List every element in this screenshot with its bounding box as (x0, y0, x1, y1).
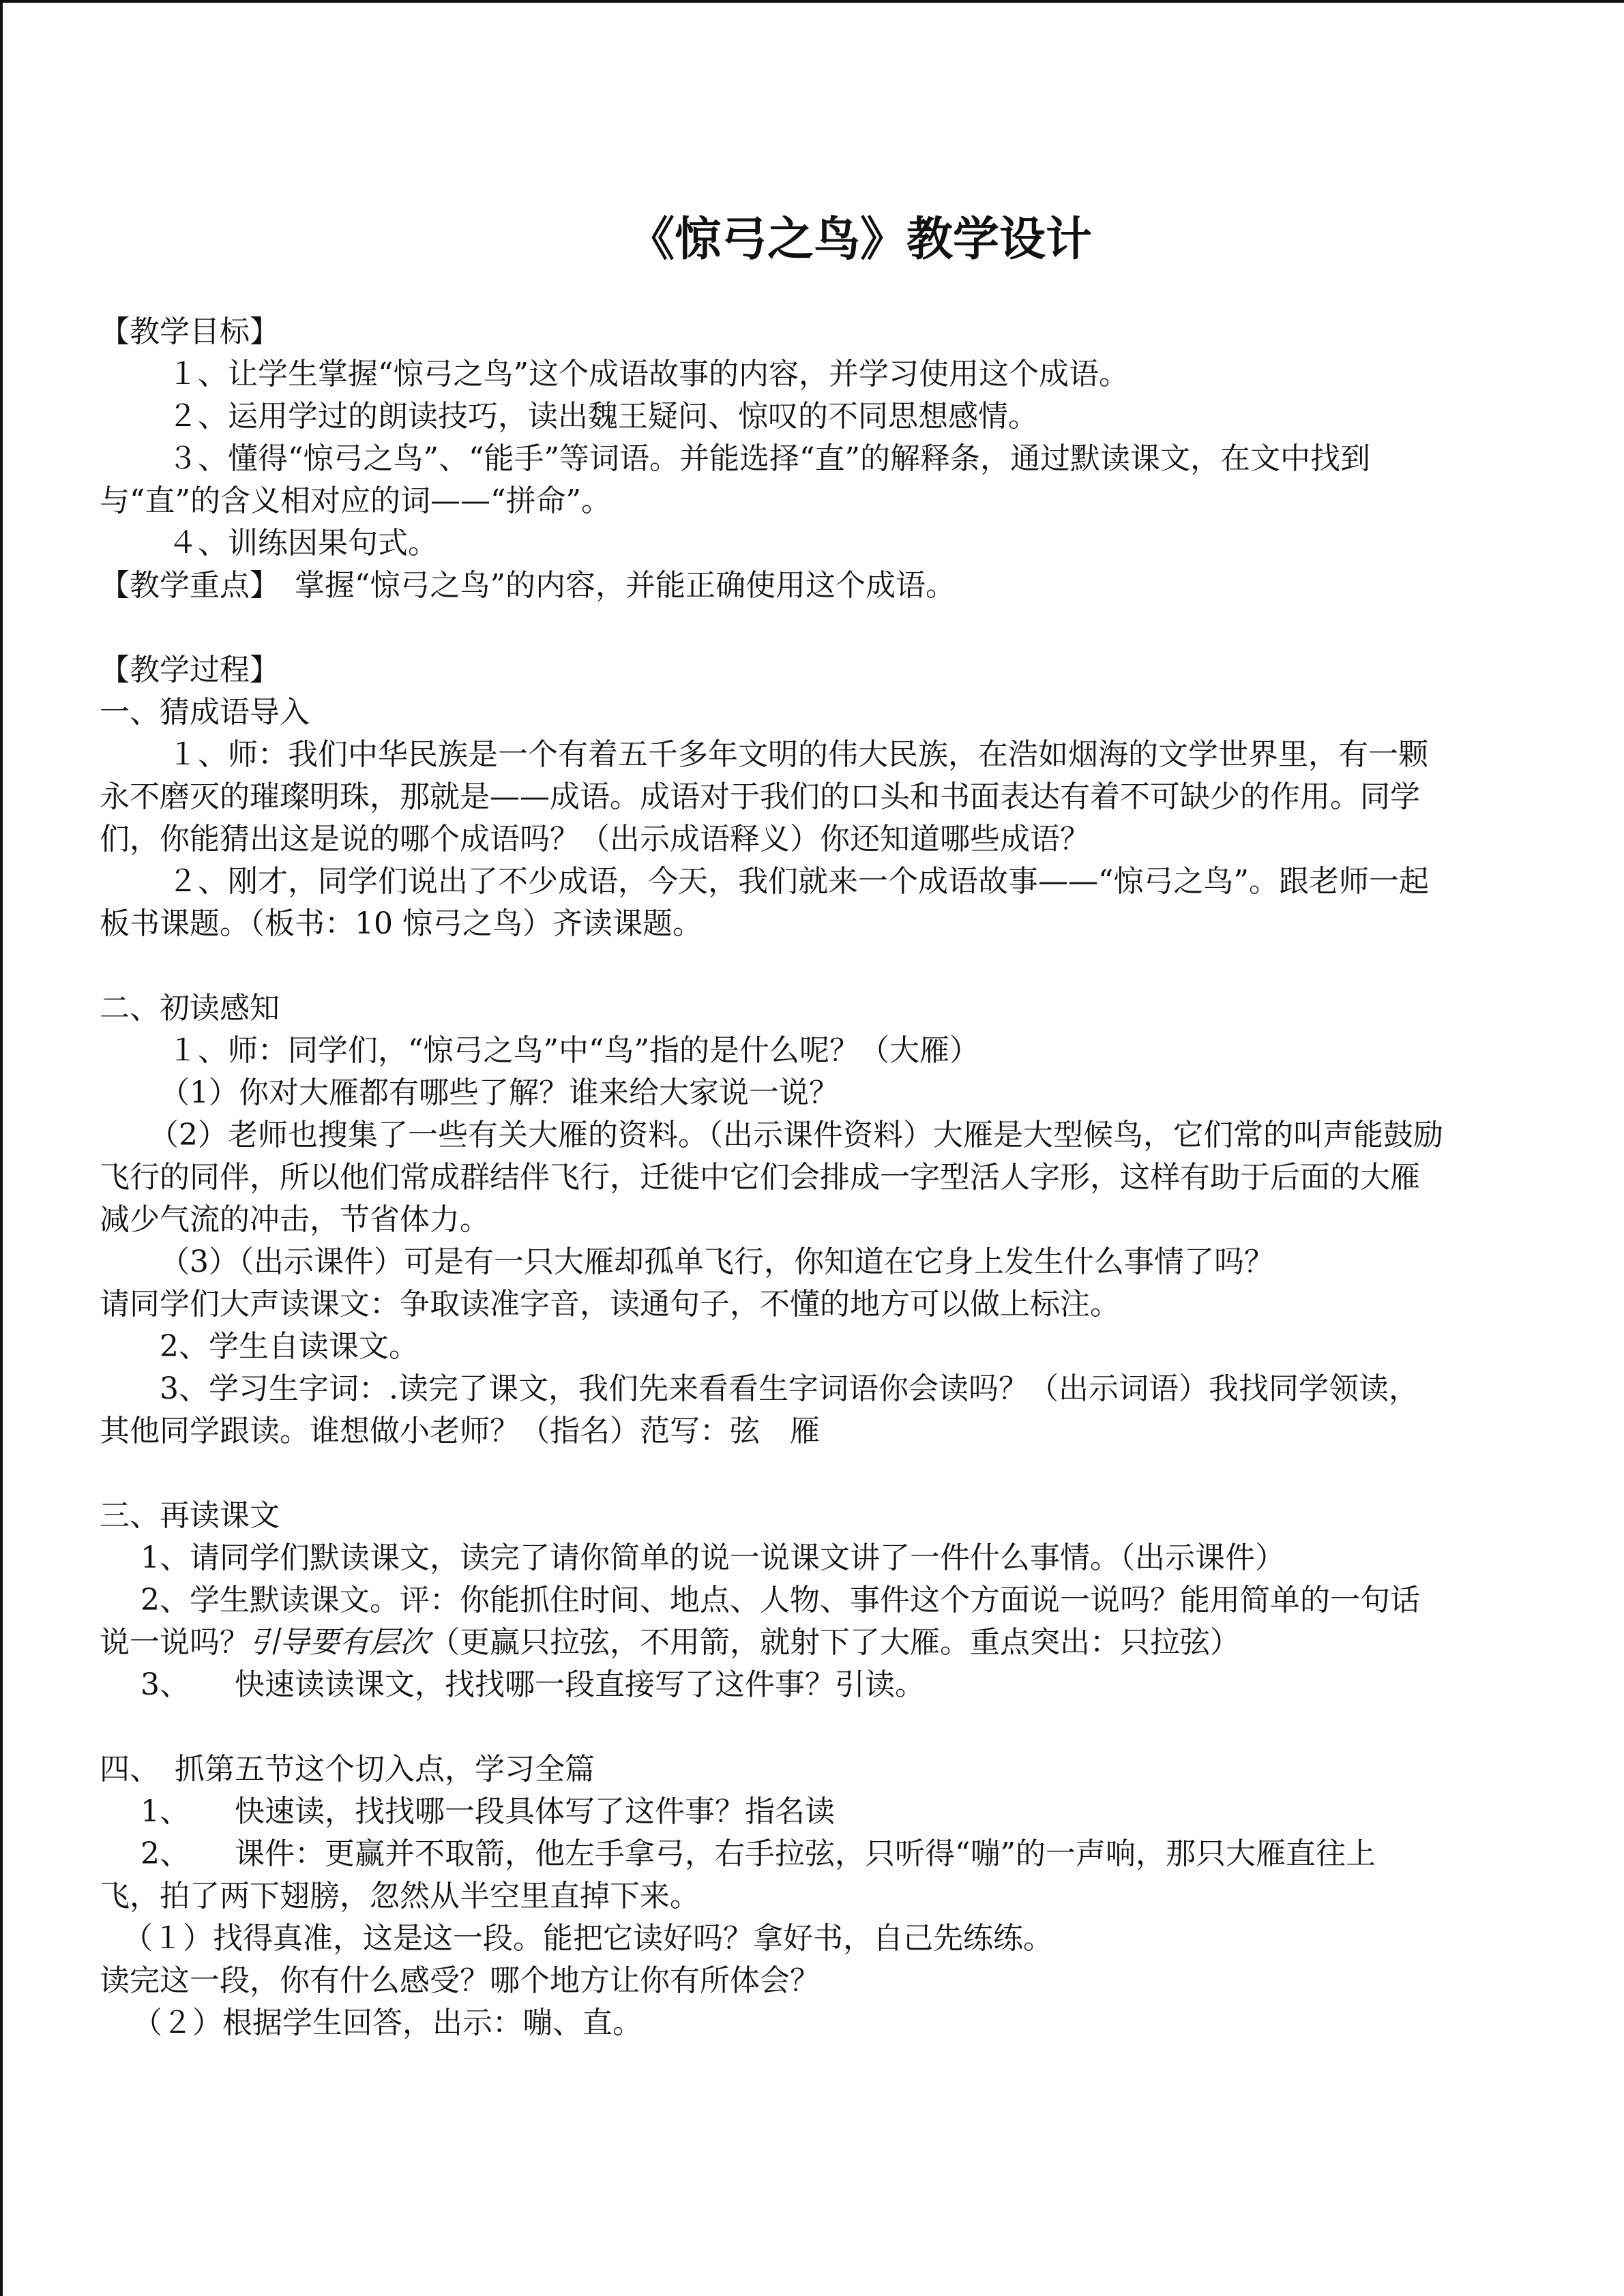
spacer (100, 945, 1559, 987)
goal-item: ２、运用学过的朗读技巧，读出魏王疑问、惊叹的不同思想感情。 (168, 399, 1038, 434)
goal-item: ４、训练因果句式。 (168, 526, 438, 561)
spacer (100, 1452, 1559, 1495)
paragraph: 1、 快速读，找找哪一段具体写了这件事？指名读 (141, 1794, 835, 1829)
paragraph-continued: 飞，拍了两下翅膀，忽然从半空里直掉下来。 (100, 1879, 700, 1913)
paragraph: 2、学生自读课文。 (160, 1329, 419, 1364)
paragraph: 3、学习生字词：.读完了课文，我们先来看看生字词语你会读吗？（出示词语）我找同学领读， (160, 1371, 1419, 1406)
sub-item: （1）你对大雁都有哪些了解？谁来给大家说一说？ (160, 1075, 839, 1110)
spacer (100, 1706, 1559, 1748)
text-segment: （更赢只拉弦，不用箭，就射下了大雁。重点突出：只拉弦） (430, 1625, 1240, 1660)
goal-item: ３、懂得“惊弓之鸟”、“能手”等词语。并能选择“直”的解释条，通过默读课文，在文中找到 (168, 441, 1370, 476)
paragraph: 2、学生默读课文。评：你能抓住时间、地点、人物、事件这个方面说一说吗？能用简单的一句话 (141, 1583, 1420, 1617)
goal-item-continued: 与“直”的含义相对应的词——“拼命”。 (100, 483, 611, 518)
paragraph: 2、 课件：更赢并不取箭，他左手拿弓，右手拉弦，只听得“嘣”的一声响，那只大雁直往上 (141, 1836, 1376, 1871)
document-body (100, 209, 1559, 2044)
sub-item: （3）（出示课件）可是有一只大雁却孤单飞行，你知道在它身上发生什么事情了吗？ (160, 1244, 1274, 1279)
section-heading-goals: 【教学目标】 (100, 314, 280, 349)
paragraph-continued: 减少气流的冲击，节省体力。 (100, 1202, 490, 1237)
sub-item: （2）老师也搜集了一些有关大雁的资料。（出示课件资料）大雁是大型候鸟，它们常的叫声能鼓励 (149, 1118, 1443, 1152)
paragraph: 1、请同学们默读课文，读完了请你简单的说一说课文讲了一件什么事情。（出示课件） (141, 1540, 1285, 1575)
paragraph: １、师：我们中华民族是一个有着五千多年文明的伟大民族，在浩如烟海的文学世界里，有一颗 (168, 737, 1428, 772)
text-segment: 说一说吗？ (100, 1625, 250, 1660)
paragraph: 3、 快速读读课文，找找哪一段直接写了这件事？引读。 (141, 1667, 925, 1702)
paragraph-continued: 请同学们大声读课文：争取读准字音，读通句子，不懂的地方可以做上标注。 (100, 1287, 1120, 1322)
document-title: 《惊弓之鸟》教学设计 (628, 212, 1092, 267)
spacer (100, 607, 1559, 649)
paragraph-continued: 们，你能猜出这是说的哪个成语吗？（出示成语释义）你还知道哪些成语？ (100, 822, 1090, 856)
step-heading-3: 三、再读课文 (100, 1498, 280, 1533)
goal-item: １、让学生掌握“惊弓之鸟”这个成语故事的内容，并学习使用这个成语。 (168, 357, 1129, 391)
key-point: 【教学重点】 掌握“惊弓之鸟”的内容，并能正确使用这个成语。 (100, 568, 956, 603)
step-heading-4: 四、 抓第五节这个切入点，学习全篇 (100, 1752, 595, 1787)
step-heading-2: 二、初读感知 (100, 991, 280, 1026)
step-heading-1: 一、猜成语导入 (100, 695, 310, 730)
paragraph-continued: 板书课题。（板书：10 惊弓之鸟）齐读课题。 (100, 906, 703, 941)
sub-item: （２）根据学生回答，出示：嘣、直。 (132, 2006, 643, 2040)
paragraph-continued: 飞行的同伴，所以他们常成群结伴飞行，迁徙中它们会排成一字型活人字形，这样有助于后面的大雁 (100, 1160, 1420, 1195)
paragraph: ２、刚才，同学们说出了不少成语，今天，我们就来一个成语故事——“惊弓之鸟”。跟老师一起 (168, 864, 1429, 899)
paragraph-continued: 读完这一段，你有什么感受？哪个地方让你有所体会？ (100, 1963, 820, 1998)
paragraph-continued: 其他同学跟读。谁想做小老师？（指名）范写：弦 雁 (100, 1414, 820, 1448)
section-heading-process: 【教学过程】 (100, 653, 280, 687)
sub-item: （１）找得真准，这是这一段。能把它读好吗？拿好书，自己先练练。 (123, 1921, 1053, 1956)
paragraph: １、师：同学们，“惊弓之鸟”中“鸟”指的是什么呢？（大雁） (168, 1033, 979, 1068)
italic-note: 引导要有层次 (250, 1625, 430, 1660)
paragraph-continued (100, 1622, 1559, 1664)
paragraph-continued: 永不磨灭的璀璨明珠，那就是——成语。成语对于我们的口头和书面表达有着不可缺少的作用。同学 (100, 779, 1420, 814)
